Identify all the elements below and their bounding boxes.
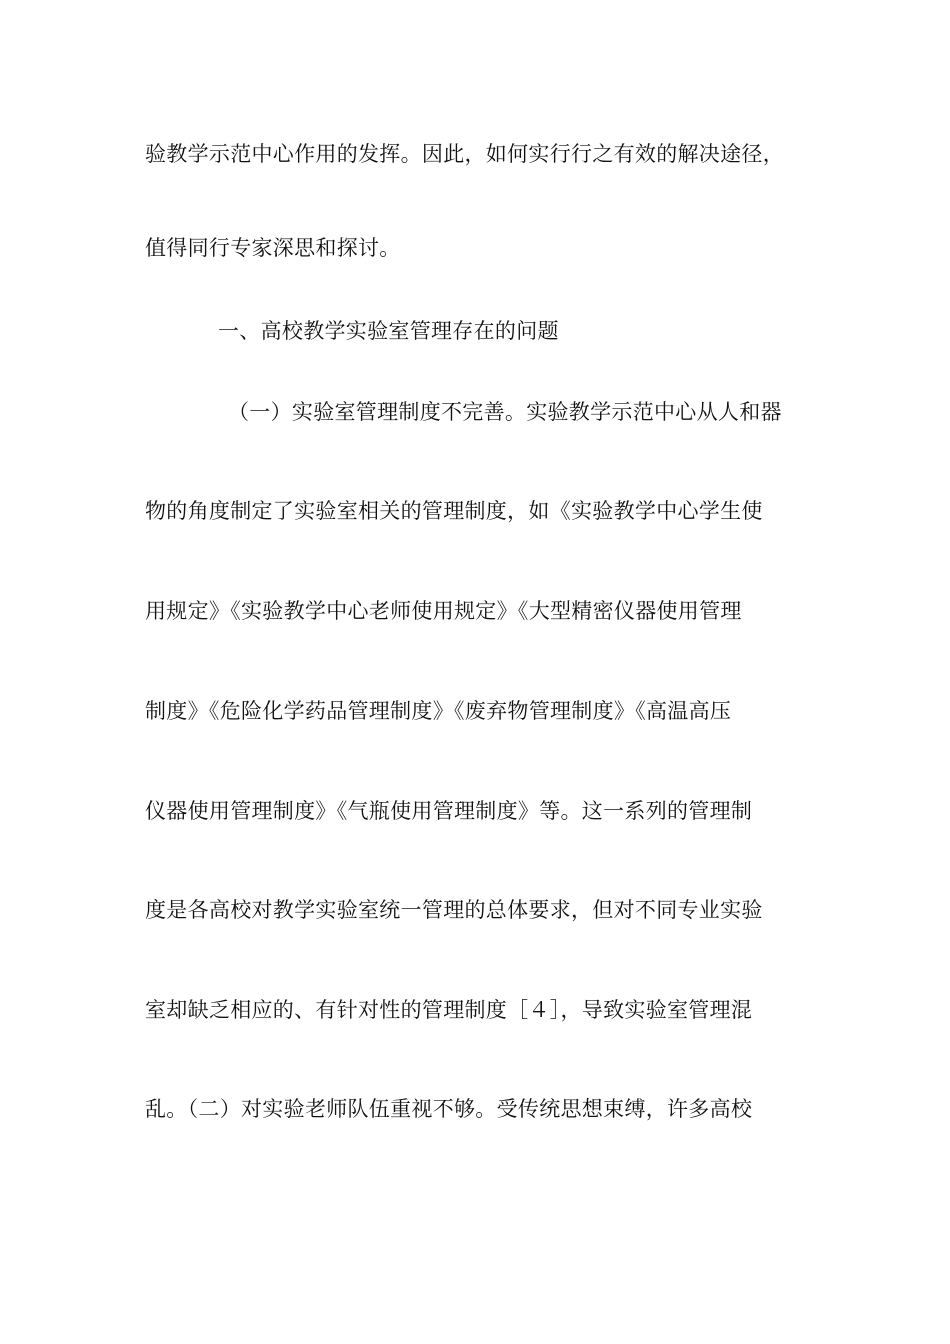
paragraph-line: 室却缺乏相应的、有针对性的管理制度［４］，导致实验室管理混 xyxy=(145,998,753,1022)
paragraph-line: 值得同行专家深思和探讨。 xyxy=(145,236,401,260)
paragraph-line: 度是各高校对教学实验室统一管理的总体要求，但对不同专业实验 xyxy=(145,898,763,922)
section-heading: 一、高校教学实验室管理存在的问题 xyxy=(218,319,559,343)
subsection-line: （一）实验室管理制度不完善。实验教学示范中心从人和器 xyxy=(228,400,782,424)
paragraph-line: 仪器使用管理制度》《气瓶使用管理制度》等。这一系列的管理制 xyxy=(145,799,753,823)
paragraph-line: 用规定》《实验教学中心老师使用规定》《大型精密仪器使用管理 xyxy=(145,599,742,623)
paragraph-line: 验教学示范中心作用的发挥。因此，如何实行行之有效的解决途径， xyxy=(145,142,784,166)
paragraph-line: 乱。（二）对实验老师队伍重视不够。受传统思想束缚，许多高校 xyxy=(145,1097,753,1121)
paragraph-line: 制度》《危险化学药品管理制度》《废弃物管理制度》《高温高压 xyxy=(145,699,732,723)
paragraph-line: 物的角度制定了实验室相关的管理制度，如《实验教学中心学生使 xyxy=(145,499,763,523)
